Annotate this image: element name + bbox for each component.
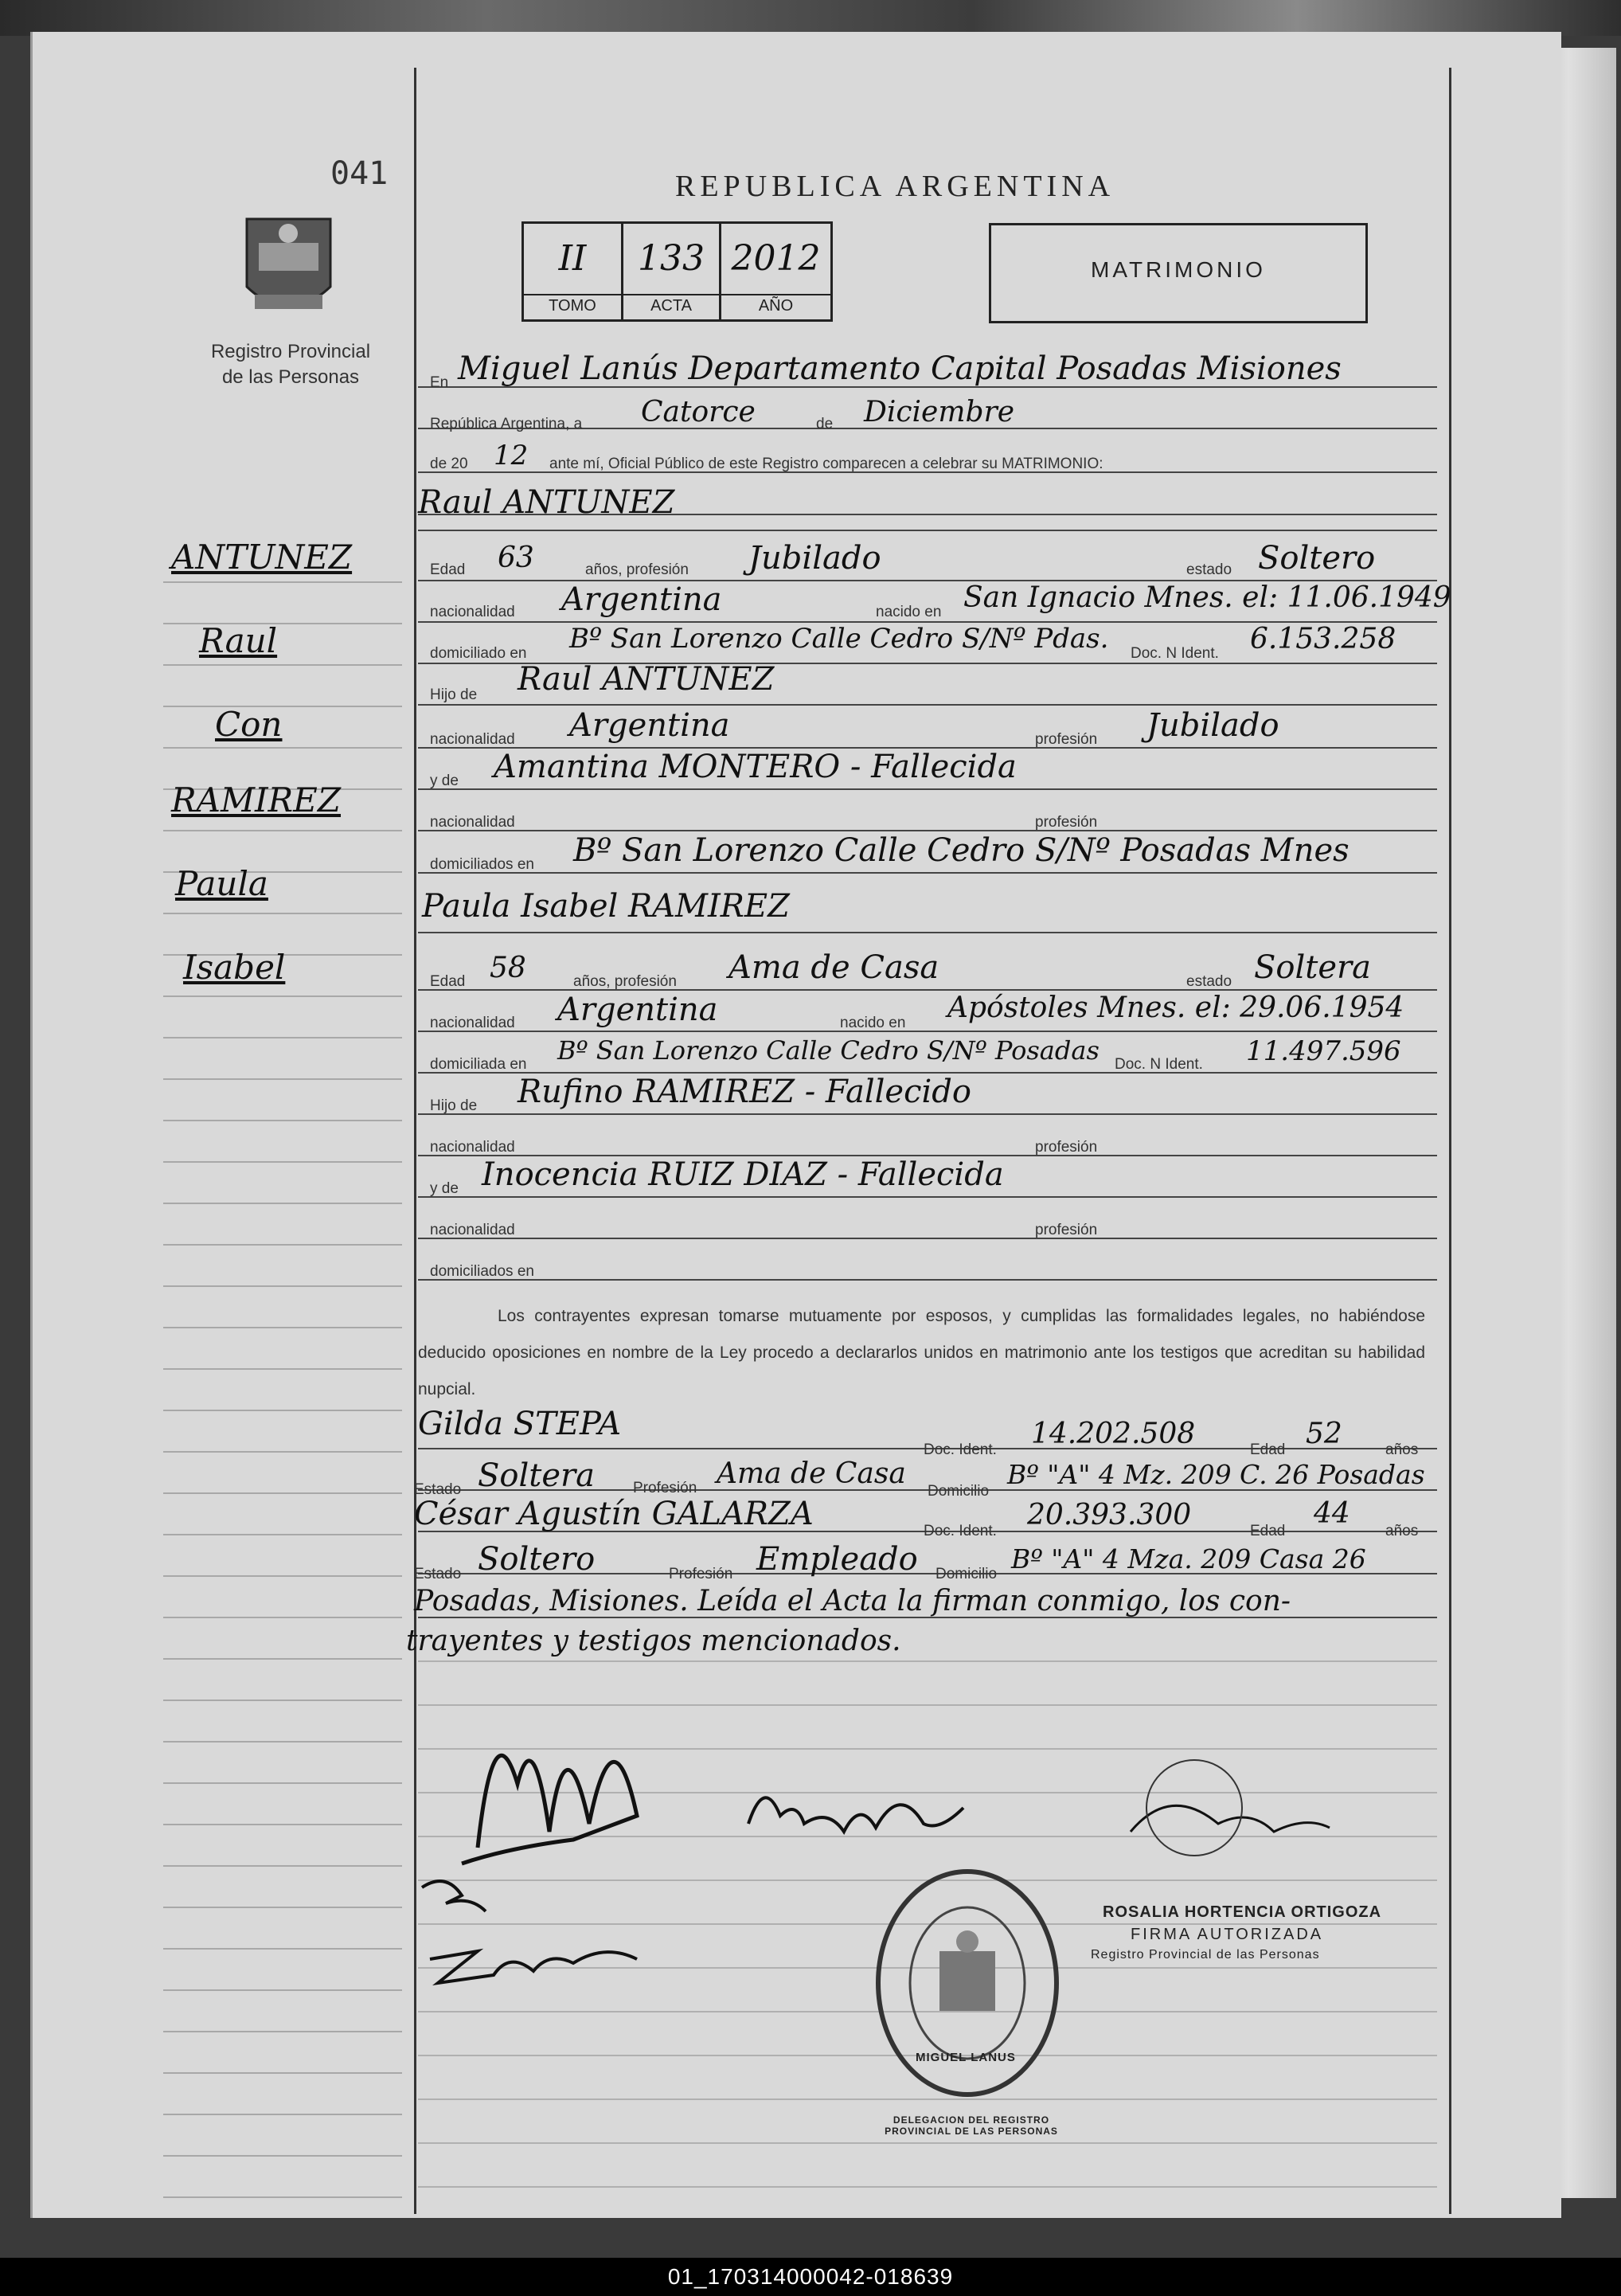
margin-rule	[163, 1865, 402, 1867]
label-w1-profesion: Profesión	[633, 1480, 697, 1496]
act-number-box	[521, 221, 833, 322]
label-groom-nacido: nacido en	[876, 604, 942, 620]
margin-rule	[163, 1203, 402, 1204]
official-role: FIRMA AUTORIZADA	[1131, 1926, 1324, 1943]
groom-status: Soltero	[1258, 540, 1376, 577]
form-line	[418, 1238, 1437, 1239]
margin-rule	[163, 1907, 402, 1908]
form-line	[418, 1031, 1437, 1032]
witness2-profession: Empleado	[756, 1541, 918, 1578]
margin-rule	[163, 1368, 402, 1370]
margin-rule	[163, 1741, 402, 1743]
margin-rule	[163, 995, 402, 997]
margin-rule	[163, 1285, 402, 1287]
groom-nationality: Argentina	[561, 581, 722, 618]
margin-name-2: Raul	[199, 621, 278, 660]
label-bride-estado: estado	[1186, 973, 1232, 990]
form-line	[418, 1113, 1437, 1115]
official-name: ROSALIA HORTENCIA ORTIGOZA	[1103, 1903, 1382, 1921]
label-groom-doc: Doc. N Ident.	[1131, 645, 1219, 662]
right-border	[1449, 68, 1451, 2214]
margin-rule	[163, 1700, 402, 1701]
groom-father-nationality: Argentina	[569, 707, 730, 744]
form-line	[418, 2142, 1437, 2144]
tomo-label: TOMO	[549, 297, 596, 315]
margin-rule	[163, 1161, 402, 1163]
label-w1-edad: Edad	[1250, 1441, 1286, 1458]
margin-rule	[163, 1078, 402, 1080]
margin-rule	[163, 1244, 402, 1246]
groom-domicile: Bº San Lorenzo Calle Cedro S/Nº Pdas.	[569, 623, 1109, 655]
place-field: Miguel Lanús Departamento Capital Posadas Misiones	[458, 350, 1342, 387]
margin-rule	[163, 1575, 402, 1577]
margin-name-1: ANTUNEZ	[171, 538, 353, 577]
bride-doc: 11.497.596	[1246, 1035, 1401, 1067]
label-bride-nacionalidad: nacionalidad	[430, 1015, 515, 1031]
label-groom-edad: Edad	[430, 561, 466, 578]
groom-profession: Jubilado	[748, 540, 881, 577]
witness2-age: 44	[1314, 1497, 1350, 1530]
closing-line-2: trayentes y testigos mencionados.	[406, 1625, 901, 1657]
bride-nationality: Argentina	[557, 992, 718, 1028]
margin-rule	[163, 2031, 402, 2032]
label-w2-edad: Edad	[1250, 1523, 1286, 1539]
margin-rule	[163, 1120, 402, 1121]
margin-rule	[163, 913, 402, 914]
margin-rule	[163, 1492, 402, 1494]
bride-profession: Ama de Casa	[728, 949, 939, 986]
groom-parents-domicile: Bº San Lorenzo Calle Cedro S/Nº Posadas Mnes	[573, 832, 1350, 869]
groom-born: San Ignacio Mnes. el: 11.06.1949	[963, 581, 1451, 614]
declaration-text: Los contrayentes expresan tomarse mutuamente por esposos, y cumplidas las formalidades legales, no habiéndose deducido oposiciones en nombre de la Ley procedo a declararlos unidos en matrimonio ante los testigos que acreditan su habilidad nupcial.	[418, 1307, 1425, 1398]
groom-father-profession: Jubilado	[1146, 707, 1279, 744]
label-republica: República Argentina, a	[430, 416, 583, 432]
form-line	[418, 830, 1437, 831]
margin-rule	[163, 581, 402, 583]
day-field: Catorce	[641, 396, 756, 428]
label-bride-parents-dom: domiciliados en	[430, 1263, 534, 1280]
act-type-box	[989, 223, 1368, 323]
margin-rule	[163, 1327, 402, 1328]
groom-name: Raul ANTUNEZ	[418, 484, 675, 521]
background-top	[0, 0, 1621, 36]
label-w2-estado: Estado	[414, 1566, 462, 1582]
witness1-age: 52	[1306, 1418, 1342, 1450]
margin-name-3: Con	[215, 705, 283, 744]
page-number: 041	[330, 155, 389, 192]
witness2-status: Soltero	[478, 1541, 596, 1578]
acta-label: ACTA	[650, 297, 692, 315]
anio-label: AÑO	[758, 297, 794, 315]
label-groom-estado: estado	[1186, 561, 1232, 578]
label-bride-profesion: años, profesión	[573, 973, 677, 990]
label-bride-domicilio: domiciliada en	[430, 1056, 527, 1073]
label-bride-father-prof: profesión	[1035, 1139, 1098, 1156]
margin-rule	[163, 1948, 402, 1950]
label-w2-doc: Doc. Ident.	[924, 1523, 997, 1539]
label-w2-profesion: Profesión	[669, 1566, 733, 1582]
label-groom-mother-nac: nacionalidad	[430, 814, 515, 831]
label-bride-father-nac: nacionalidad	[430, 1139, 515, 1156]
form-line	[418, 2186, 1437, 2188]
margin-rule	[163, 1534, 402, 1535]
label-bride-mother-prof: profesión	[1035, 1222, 1098, 1238]
form-line	[418, 1660, 1437, 1662]
label-en: En	[430, 374, 449, 391]
label-bride-mother: y de	[430, 1180, 459, 1197]
official-office: Registro Provincial de las Personas	[1091, 1948, 1320, 1962]
month-field: Diciembre	[864, 396, 1015, 428]
label-bride-mother-nac: nacionalidad	[430, 1222, 515, 1238]
margin-name-6: Isabel	[183, 948, 286, 987]
bride-status: Soltera	[1254, 949, 1371, 986]
registry-name-line1: Registro Provincial	[210, 341, 371, 362]
margin-rule	[163, 2072, 402, 2074]
image-id: 01_170314000042-018639	[667, 2264, 954, 2289]
form-line	[418, 932, 1437, 933]
form-line	[418, 704, 1437, 706]
margin-rule	[163, 830, 402, 831]
act-type: MATRIMONIO	[1091, 257, 1266, 282]
label-groom-profesion: años, profesión	[585, 561, 689, 578]
label-bride-nacido: nacido en	[840, 1015, 906, 1031]
country-title: REPUBLICA ARGENTINA	[675, 170, 1115, 203]
form-line	[418, 1196, 1437, 1198]
tomo-value: II	[558, 238, 587, 279]
form-line	[418, 872, 1437, 874]
margin-rule	[163, 2155, 402, 2157]
form-line	[418, 788, 1437, 790]
registry-name-line2: de las Personas	[221, 366, 360, 388]
witness1-domicile: Bº "A" 4 Mz. 209 C. 26 Posadas	[1007, 1459, 1425, 1490]
margin-rule	[163, 1451, 402, 1453]
witness1-profession: Ama de Casa	[717, 1457, 906, 1490]
margin-rule	[163, 2196, 402, 2198]
label-groom-father-nac: nacionalidad	[430, 731, 515, 748]
label-groom-nacionalidad: nacionalidad	[430, 604, 515, 620]
label-groom-mother: y de	[430, 773, 459, 789]
margin-rule	[163, 706, 402, 707]
witness1-doc: 14.202.508	[1031, 1418, 1196, 1450]
witness2-name: César Agustín GALARZA	[414, 1496, 814, 1532]
label-w2-anos: años	[1385, 1523, 1419, 1539]
margin-name-5: Paula	[175, 864, 268, 903]
acta-value: 133	[638, 238, 705, 279]
label-bride-father: Hijo de	[430, 1097, 478, 1114]
bride-domicile: Bº San Lorenzo Calle Cedro S/Nº Posadas	[557, 1035, 1100, 1066]
label-groom-mother-prof: profesión	[1035, 814, 1098, 831]
seal-text: DELEGACION DEL REGISTRO PROVINCIAL DE LAS PERSONAS	[885, 2114, 1058, 2137]
label-de: de	[816, 416, 834, 432]
witness2-doc: 20.393.300	[1027, 1499, 1192, 1531]
margin-rule	[163, 1782, 402, 1784]
label-w1-estado: Estado	[414, 1481, 462, 1498]
margin-rule	[163, 2114, 402, 2115]
margin-rule	[163, 664, 402, 666]
margin-rule	[163, 1037, 402, 1038]
witness2-domicile: Bº "A" 4 Mza. 209 Casa 26	[1011, 1543, 1366, 1574]
form-line	[418, 530, 1437, 531]
bride-born: Apóstoles Mnes. el: 29.06.1954	[947, 992, 1404, 1024]
year-field: 12	[494, 440, 529, 471]
bride-father: Rufino RAMIREZ - Fallecido	[518, 1074, 971, 1110]
label-de-20: de 20	[430, 456, 468, 472]
label-groom-father-prof: profesión	[1035, 731, 1098, 748]
bride-age: 58	[490, 952, 526, 984]
seal-place: MIGUEL LANUS	[916, 2051, 1016, 2064]
form-line	[418, 1279, 1437, 1281]
label-w2-domicilio: Domicilio	[935, 1566, 998, 1582]
witness1-status: Soltera	[478, 1457, 595, 1494]
margin-rule	[163, 747, 402, 749]
official-seal	[872, 1864, 1063, 2102]
margin-rule	[163, 1989, 402, 1991]
groom-father: Raul ANTUNEZ	[518, 661, 775, 698]
margin-rule	[163, 1658, 402, 1660]
groom-age: 63	[498, 542, 534, 574]
witness1-name: Gilda STEPA	[418, 1406, 622, 1442]
groom-mother: Amantina MONTERO - Fallecida	[494, 749, 1017, 785]
label-groom-domicilio: domiciliado en	[430, 645, 527, 662]
anio-value: 2012	[731, 238, 821, 279]
label-w1-anos: años	[1385, 1441, 1419, 1458]
label-w1-domicilio: Domicilio	[928, 1483, 990, 1500]
province-coat-of-arms	[239, 211, 338, 327]
label-groom-parents-dom: domiciliados en	[430, 856, 534, 873]
closing-line-1: Posadas, Misiones. Leída el Acta la firman conmigo, los con-	[414, 1585, 1291, 1617]
form-line	[418, 989, 1437, 991]
label-ante-mi: ante mí, Oficial Público de este Registro comparecen a celebrar su MATRIMONIO:	[549, 456, 1103, 472]
bride-mother: Inocencia RUIZ DIAZ - Fallecida	[482, 1156, 1004, 1193]
margin-name-4: RAMIREZ	[171, 780, 342, 819]
label-w1-doc: Doc. Ident.	[924, 1441, 997, 1458]
groom-doc: 6.153.258	[1250, 623, 1396, 655]
margin-rule	[163, 1617, 402, 1618]
bride-name: Paula Isabel RAMIREZ	[422, 888, 790, 925]
margin-rule	[163, 1824, 402, 1825]
label-groom-father: Hijo de	[430, 686, 478, 703]
label-bride-edad: Edad	[430, 973, 466, 990]
margin-rule	[163, 1410, 402, 1411]
label-bride-doc: Doc. N Ident.	[1115, 1056, 1203, 1073]
